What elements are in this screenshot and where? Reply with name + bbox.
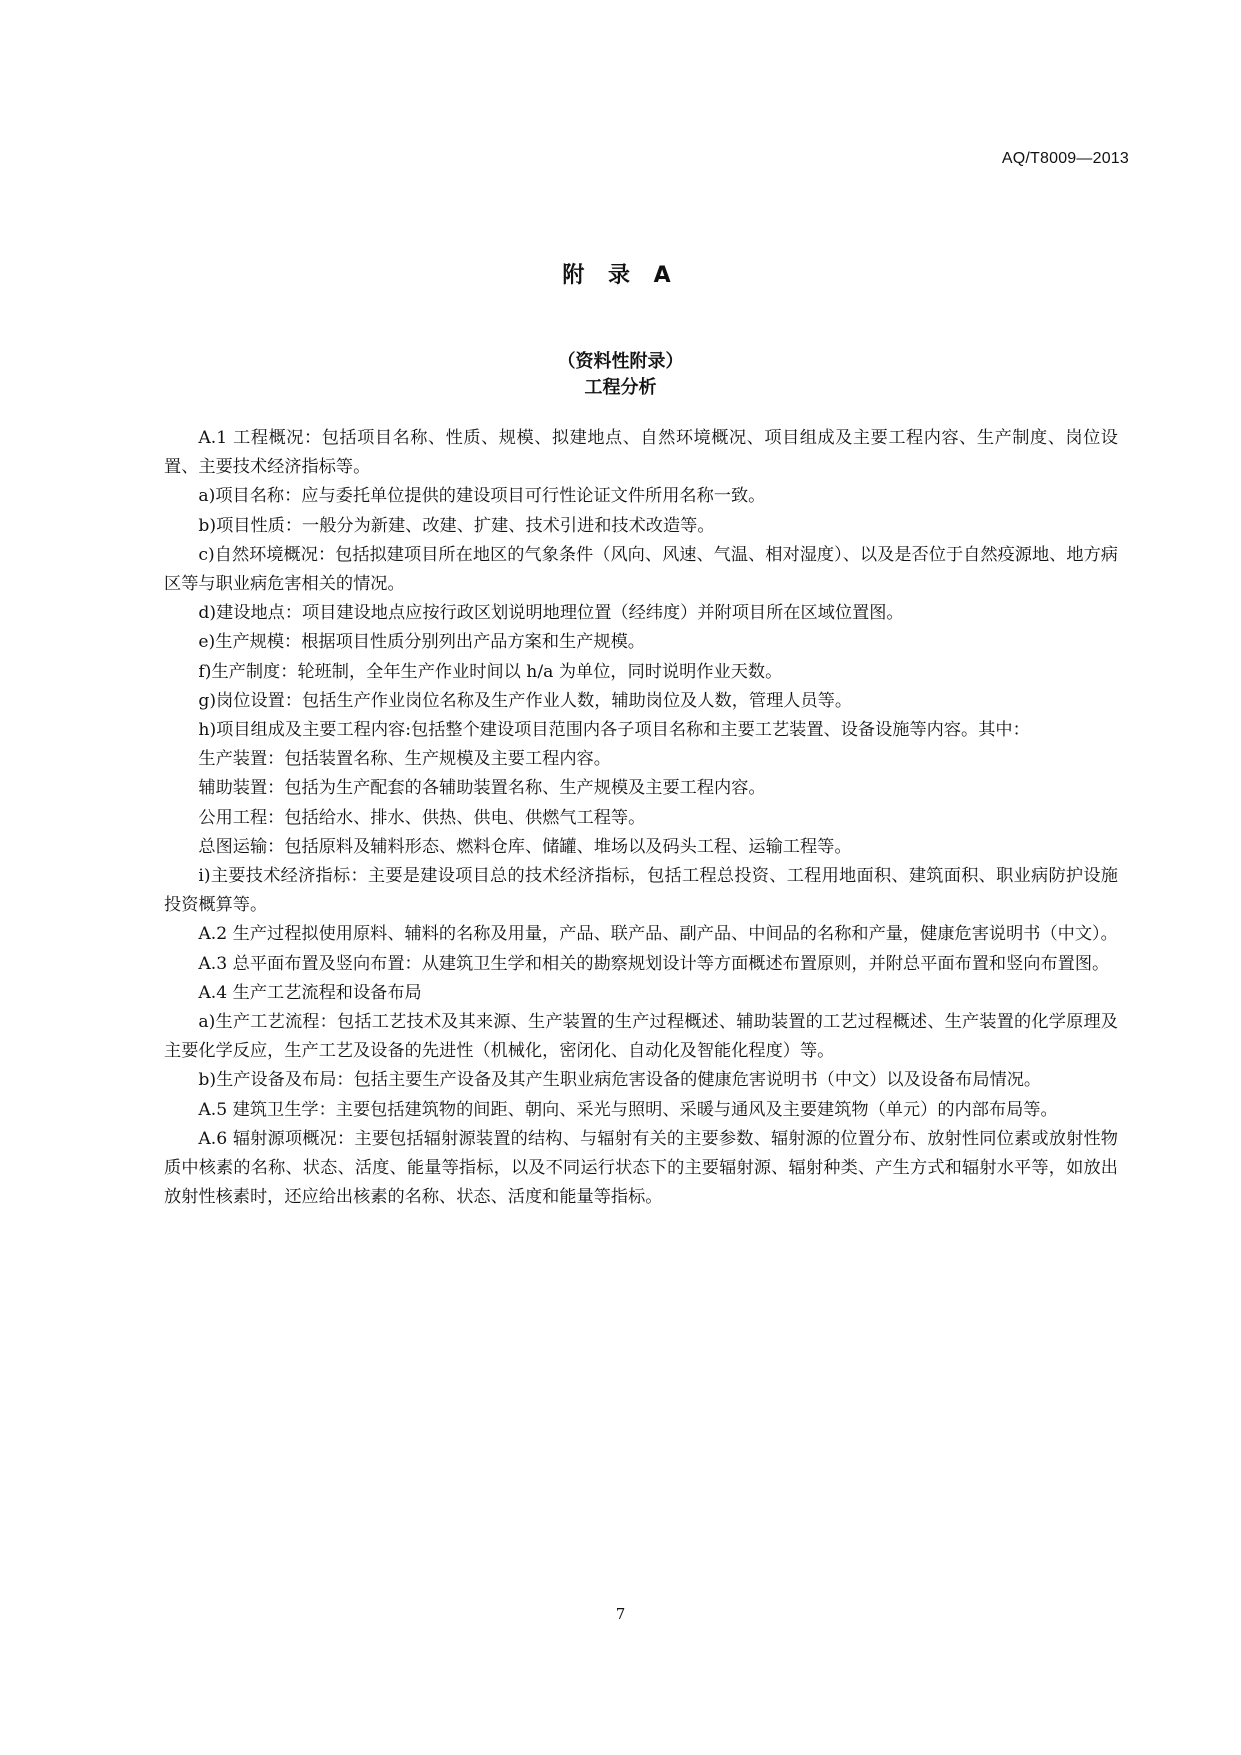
paragraph-a1-h: h)项目组成及主要工程内容:包括整个建设项目范围内各子项目名称和主要工艺装置、设备设施等内容。其中： (198, 720, 1030, 741)
paragraph-a1-f: f)生产制度：轮班制，全年生产作业时间以 h/a 为单位，同时说明作业天数。 (198, 661, 783, 682)
appendix-title: 附 录 A (562, 263, 679, 288)
page-number: 7 (615, 1605, 626, 1623)
paragraph-a1-i: i)主要技术经济指标：主要是建设项目总的技术经济指标，包括工程总投资、工程用地面积、建筑面积、职业病防护设施投资概算等。 (164, 866, 1118, 916)
paragraph-a4-a: a)生产工艺流程：包括工艺技术及其来源、生产装置的生产过程概述、辅助装置的工艺过程概述、生产装置的化学原理及主要化学反应，生产工艺及设备的先进性（机械化，密闭化、自动化及智能化程度）等。 (164, 1012, 1118, 1062)
paragraph-transport: 总图运输：包括原料及辅料形态、燃料仓库、储罐、堆场以及码头工程、运输工程等。 (198, 836, 852, 857)
paragraph-utilities: 公用工程：包括给水、排水、供热、供电、供燃气工程等。 (198, 807, 646, 828)
paragraph-a1-a: a)项目名称：应与委托单位提供的建设项目可行性论证文件所用名称一致。 (198, 486, 766, 507)
standard-code: AQ/T8009—2013 (1001, 150, 1129, 167)
paragraph-a1-e: e)生产规模：根据项目性质分别列出产品方案和生产规模。 (198, 632, 645, 653)
appendix-name: 工程分析 (584, 377, 657, 398)
paragraph-production-units: 生产装置：包括装置名称、生产规模及主要工程内容。 (198, 749, 611, 770)
paragraph-a2: A.2 生产过程拟使用原料、辅料的名称及用量，产品、联产品、副产品、中间品的名称和产量，健康危害说明书（中文）。 (198, 924, 1118, 945)
paragraph-a1-c: c)自然环境概况：包括拟建项目所在地区的气象条件（风向、风速、气温、相对湿度）、以及是否位于自然疫源地、地方病区等与职业病危害相关的情况。 (164, 544, 1118, 595)
paragraph-a1: A.1 工程概况：包括项目名称、性质、规模、拟建地点、自然环境概况、项目组成及主要工程内容、生产制度、岗位设置、主要技术经济指标等。 (164, 428, 1118, 478)
paragraph-a5: A.5 建筑卫生学：主要包括建筑物的间距、朝向、采光与照明、采暖与通风及主要建筑物（单元）的内部布局等。 (198, 1099, 1058, 1120)
body-text (164, 424, 1118, 1212)
appendix-type: （资料性附录） (557, 351, 684, 372)
paragraph-auxiliary-units: 辅助装置：包括为生产配套的各辅助装置名称、生产规模及主要工程内容。 (198, 778, 766, 799)
paragraph-a1-d: d)建设地点：项目建设地点应按行政区划说明地理位置（经纬度）并附项目所在区域位置图。 (198, 603, 904, 624)
paragraph-a4-b: b)生产设备及布局：包括主要生产设备及其产生职业病危害设备的健康危害说明书（中文）以及设备布局情况。 (198, 1070, 1042, 1091)
paragraph-a6: A.6 辐射源项概况：主要包括辐射源装置的结构、与辐射有关的主要参数、辐射源的位置分布、放射性同位素或放射性物质中核素的名称、状态、活度、能量等指标，以及不同运行状态下的主要辐射源、辐射种类、产生方式和辐射水平等，如放出放射性核素时，还应给出核素的名称、状态、活度和能量等指标。 (164, 1128, 1118, 1208)
paragraph-a3: A.3 总平面布置及竖向布置：从建筑卫生学和相关的勘察规划设计等方面概述布置原则，并附总平面布置和竖向布置图。 (198, 953, 1110, 974)
paragraph-a4: A.4 生产工艺流程和设备布局 (198, 982, 422, 1003)
paragraph-a1-g: g)岗位设置：包括生产作业岗位名称及生产作业人数，辅助岗位及人数，管理人员等。 (198, 690, 853, 711)
paragraph-a1-b: b)项目性质：一般分为新建、改建、扩建、技术引进和技术改造等。 (198, 515, 715, 536)
